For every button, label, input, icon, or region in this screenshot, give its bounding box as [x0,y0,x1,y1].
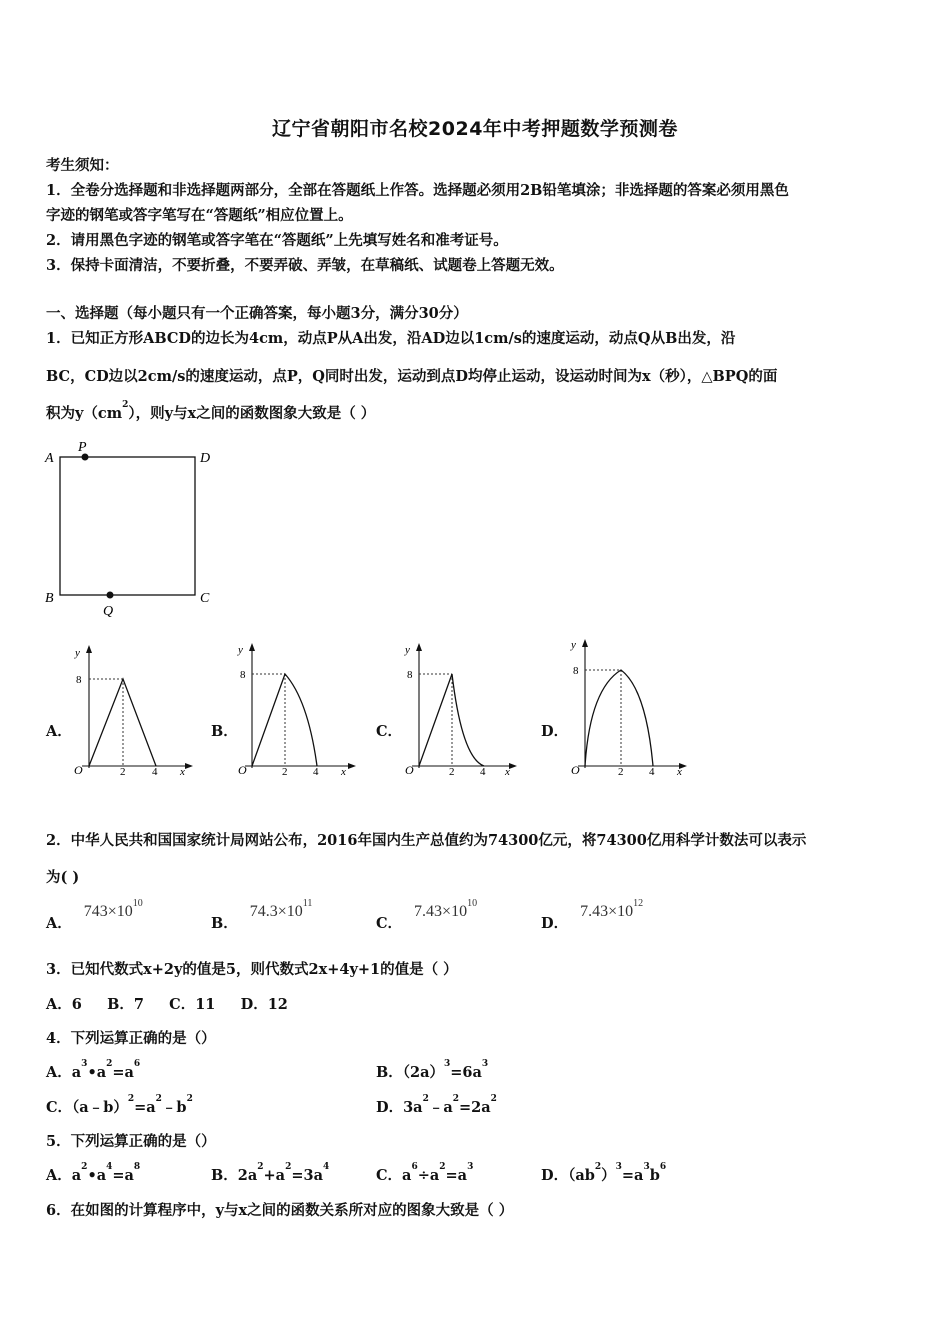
notice-item-3: 3．保持卡面清洁，不要折叠，不要弄破、弄皱，在草稿纸、试题卷上答题无效。 [46,257,564,274]
label-q: Q [103,604,114,619]
q3-stem: 3．已知代数式x+2y的值是5，则代数式2x+4y+1的值是（ ） [46,961,458,978]
q2-line-2: 为( ) [46,869,80,886]
q1-line-3: 积为$y(cm^2)$，则y与x之间的函数图象大致是（ ） [46,400,376,422]
svg-text:O: O [74,763,83,777]
q1-option-a-label: A． [46,723,72,740]
svg-text:2: 2 [282,766,288,778]
point-q [107,592,114,599]
notice-item-1-cont: 字迹的钢笔或答字笔写在“答题纸”相应位置上。 [46,207,353,224]
q1-option-c-label: C． [376,723,403,740]
svg-text:x: x [341,766,346,778]
q1-graph-d [566,634,694,780]
q4-option-c: C．$(a﹣b)^2=a^2﹣b^2$ [46,1094,193,1116]
q5-option-d: D．$(ab^2)^3=a^3b^6$ [541,1162,667,1184]
q2-option-b: B．$74.3\times 10^{11}$ [211,898,313,932]
notice-item-2: 2．请用黑色字迹的钢笔或答字笔在“答题纸”上先填写姓名和准考证号。 [46,232,508,249]
svg-text:O: O [238,763,247,777]
svg-text:8: 8 [76,674,82,686]
svg-text:O: O [571,763,580,777]
q1-line-1: 1．已知正方形ABCD的边长为4cm，动点P从A出发，沿AD边以1cm/s的速度运动，动点Q从B出发，沿 [46,330,736,347]
q3-options: A．6 B．7 C．11 D．12 [46,996,288,1013]
svg-text:4: 4 [152,766,158,778]
q5-option-a: A．$a^2•a^4=a^8$ [46,1162,141,1184]
svg-text:x: x [677,766,682,778]
q1-option-b-label: B． [211,723,238,740]
svg-text:y: y [405,644,410,656]
q1-line-2: BC，CD边以2cm/s的速度运动，点P，Q同时出发，运动到点D均停止运动，设运动时间为x（秒），△BPQ的面 [46,368,778,385]
q4-option-a: A．$a^3•a^2=a^6$ [46,1059,141,1081]
label-a: A [45,451,54,466]
label-d: D [200,451,211,466]
label-p: P [78,440,87,455]
q4-option-b: B．$(2a)^3=6a^3$ [376,1059,489,1081]
svg-text:2: 2 [449,766,455,778]
q1-graph-c [400,640,525,780]
q1-option-d-label: D． [541,723,569,740]
svg-text:2: 2 [618,766,624,778]
svg-text:x: x [180,766,185,778]
q5-stem: 5．下列运算正确的是（） [46,1133,216,1150]
q4-stem: 4．下列运算正确的是（） [46,1030,216,1047]
svg-text:8: 8 [407,669,413,681]
q6-stem: 6．在如图的计算程序中，y与x之间的函数关系所对应的图象大致是（ ） [46,1202,514,1219]
q2-line-1: 2．中华人民共和国国家统计局网站公布，2016年国内生产总值约为74300亿元，将74300亿用科学计数法可以表示 [46,832,807,849]
label-c: C [200,591,210,606]
svg-text:8: 8 [573,665,579,677]
svg-text:y: y [75,647,80,659]
svg-text:4: 4 [313,766,319,778]
q5-option-c: C．$a^6\div a^2=a^3$ [376,1162,474,1184]
svg-text:y: y [571,639,576,651]
page-title: 辽宁省朝阳市名校2024年中考押题数学预测卷 [272,118,678,140]
square-abcd [60,457,195,595]
svg-text:2: 2 [120,766,126,778]
q2-option-d: D．$7.43\times 10^{12}$ [541,898,644,932]
label-b: B [45,591,54,606]
notice-item-1: 1．全卷分选择题和非选择题两部分，全部在答题纸上作答。选择题必须用2B铅笔填涂；非选择题的答案必须用黑色 [46,182,789,199]
section-heading: 一、选择题（每小题只有一个正确答案，每小题3分，满分30分） [46,305,468,322]
q1-square-figure [40,440,220,625]
q4-option-d: D．$3a^2﹣a^2=2a^2$ [376,1094,497,1116]
q1-graph-a [70,642,195,780]
svg-text:O: O [405,763,414,777]
svg-text:4: 4 [649,766,655,778]
svg-text:4: 4 [480,766,486,778]
q5-option-b: B．$2a^2+a^2=3a^4$ [211,1162,330,1184]
q2-option-a: A．$743\times 10^{10}$ [46,898,143,932]
svg-text:x: x [505,766,510,778]
svg-text:y: y [238,644,243,656]
svg-text:8: 8 [240,669,246,681]
notice-heading: 考生须知： [46,157,119,174]
q2-option-c: C．$7.43\times 10^{10}$ [376,898,478,932]
q1-graph-b [233,640,358,780]
